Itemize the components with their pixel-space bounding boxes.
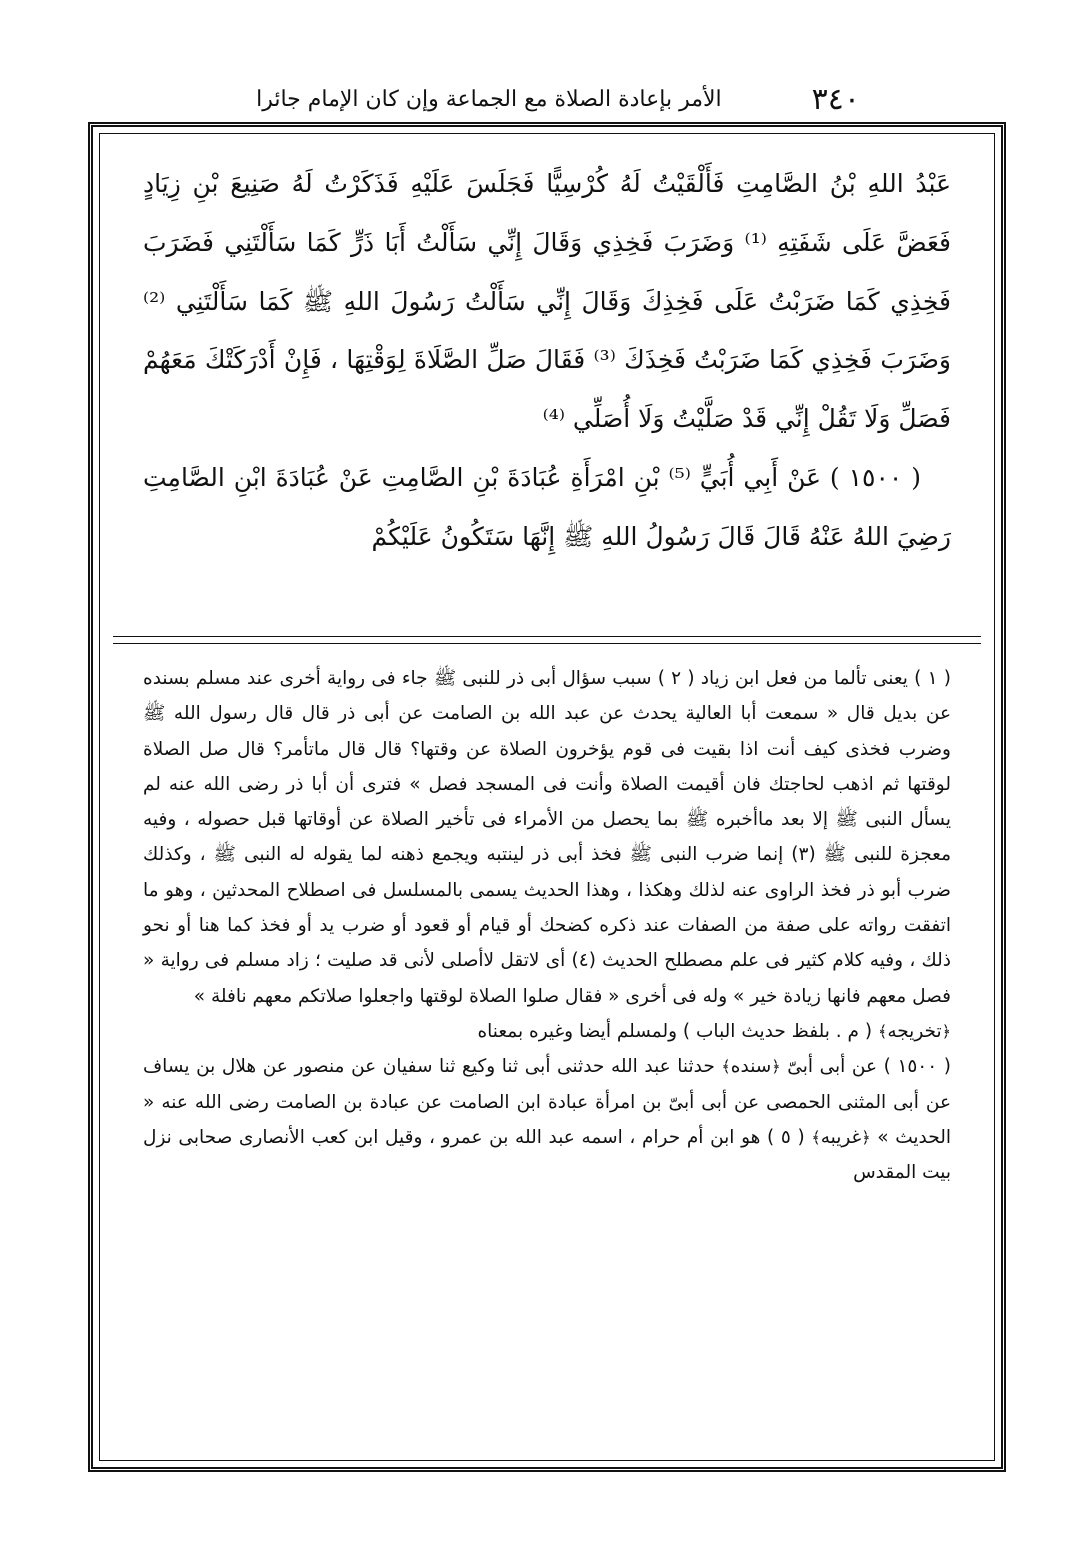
page-header bbox=[240, 78, 860, 120]
hadith-number: ( ١٥٠٠ ) عن أبى أبىّ bbox=[787, 1056, 952, 1078]
ornament-icon: ﴾ bbox=[877, 1021, 888, 1041]
footnotes bbox=[143, 661, 951, 1190]
gharib-text: ( ٥ ) هو ابن أم حرام ، اسمه عبد الله بن عمرو ، وقيل ابن كعب الأنصارى صحابى نزل بيت المقدس bbox=[143, 1126, 951, 1184]
takhrij-label: تخريجه bbox=[887, 1020, 942, 1042]
page-frame bbox=[88, 122, 1006, 1472]
ornament-icon: ﴾ bbox=[811, 1127, 821, 1147]
running-title: الأمر بإعادة الصلاة مع الجماعة وإن كان الإمام جائرا bbox=[256, 86, 722, 112]
page-number: ٣٤٠ bbox=[811, 81, 860, 117]
ornament-icon: ﴾ bbox=[721, 1057, 731, 1077]
hadith-text bbox=[143, 155, 951, 567]
gharib-label: غريبه bbox=[820, 1126, 862, 1148]
sanad-text: حدثنا عبد الله حدثنى أبى ثنا وكيع ثنا سفيان عن منصور عن هلال بن يساف عن أبى المثنى الحمصى عن أبى أبىّ بن امرأة عبادة ابن الصامت عن عبادة بن الصامت رضى الله عنه « الحديث » bbox=[143, 1056, 951, 1148]
sanad-label: سنده bbox=[730, 1056, 772, 1078]
ornament-icon: ﴿ bbox=[941, 1021, 951, 1041]
ornament-icon: ﴿ bbox=[771, 1057, 781, 1077]
hadith-1500-paragraph: ( ١٥٠٠ ) عَنْ أَبِي أُبَيٍّ ⁽⁵⁾ بْنِ امْرَأَةِ عُبَادَةَ بْنِ الصَّامِتِ عَنْ عُبَادَةَ ابْنِ الصَّامِتِ رَضِيَ اللهُ عَنْهُ قَالَ قَالَ رَسُولُ اللهِ ﷺ إِنَّهَا سَتَكُونُ عَلَيْكُمْ bbox=[143, 462, 951, 551]
takhrij-text: ( م . بلفظ حديث الباب ) ولمسلم أيضا وغيره بمعناه bbox=[477, 1020, 873, 1042]
takhrij-paragraph bbox=[143, 1014, 951, 1049]
footnote-separator bbox=[113, 636, 981, 644]
footnote-paragraph: ( ١ ) يعنى تألما من فعل ابن زياد ( ٢ ) سبب سؤال أبى ذر للنبى ﷺ جاء فى رواية أخرى عند مسلم بسنده عن بديل قال « سمعت أبا العالية يحدث عن عبد الله بن الصامت عن أبى ذر قال قال رسول الله ﷺ وضرب فخذى كيف أنت اذا بقيت فى قوم يؤخرون الصلاة عن وقتها؟ قال قال ماتأمر؟ قال صل الصلاة لوقتها ثم اذهب لحاجتك فان أقيمت الصلاة وأنت فى المسجد فصل » فترى أن أبا ذر رضى الله عنه لم يسأل النبى ﷺ إلا بعد ماأخبره ﷺ بما يحصل من الأمراء فى تأخير الصلاة عن أوقاتها قبل حصوله ، وفيه معجزة للنبى ﷺ (٣) إنما ضرب النبى ﷺ فخذ أبى ذر لينتبه ويجمع ذهنه لما يقوله له النبى ﷺ ، وكذلك ضرب أبو ذر فخذ الراوى عنه لذلك وهكذا ، وهذا الحديث يسمى بالمسلسل فى اصطلاح المحدثين ، وهو ما اتفقت رواته على صفة من الصفات عند ذكره كضحك أو قيام أو قعود أو ضرب يد أو فخذ كما هنا أو نحو ذلك ، وفيه كلام كثير فى علم مصطلح الحديث (٤) أى لاتقل لاأصلى لأنى قد صليت ؛ زاد مسلم فى رواية « فصل معهم فانها زيادة خير » وله فى أخرى « فقال صلوا الصلاة لوقتها واجعلوا صلاتكم معهم نافلة » bbox=[143, 668, 952, 1007]
ornament-icon: ﴿ bbox=[861, 1127, 871, 1147]
sanad-paragraph bbox=[143, 1049, 951, 1190]
hadith-paragraph-continued: عَبْدُ اللهِ بْنُ الصَّامِتِ فَأَلْقَيْتُ لَهُ كُرْسِيًّا فَجَلَسَ عَلَيْهِ فَذَكَرْتُ لَهُ صَنِيعَ بْنِ زِيَادٍ فَعَضَّ عَلَى شَفَتِهِ ⁽¹⁾ وَضَرَبَ فَخِذِي وَقَالَ إِنِّي سَأَلْتُ أَبَا ذَرٍّ كَمَا سَأَلْتَنِي فَضَرَبَ فَخِذِي كَمَا ضَرَبْتُ عَلَى فَخِذِكَ وَقَالَ إِنِّي سَأَلْتُ رَسُولَ اللهِ ﷺ كَمَا سَأَلْتَنِي ⁽²⁾ وَضَرَبَ فَخِذِي كَمَا ضَرَبْتُ فَخِذَكَ ⁽³⁾ فَقَالَ صَلِّ الصَّلَاةَ لِوَقْتِهَا ، فَإِنْ أَدْرَكَتْكَ مَعَهُمْ فَصَلِّ وَلَا تَقُلْ إِنِّي قَدْ صَلَّيْتُ وَلَا أُصَلِّي ⁽⁴⁾ bbox=[143, 169, 951, 434]
